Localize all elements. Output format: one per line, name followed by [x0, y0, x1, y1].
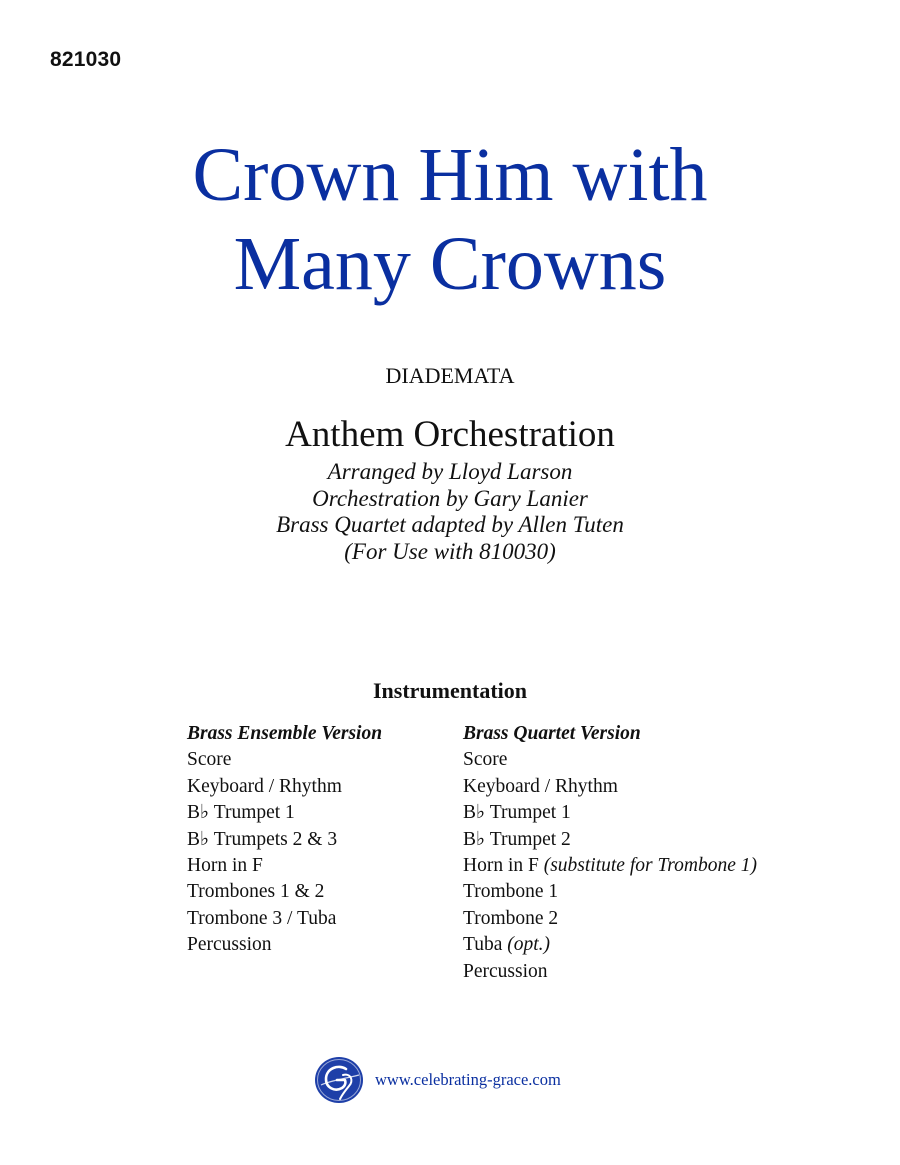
quartet-version-title: Brass Quartet Version: [463, 723, 641, 744]
ensemble-version-list: [187, 721, 382, 959]
list-item: Keyboard / Rhythm: [463, 775, 618, 797]
list-item: Score: [463, 749, 508, 771]
catalog-number: 821030: [50, 48, 122, 71]
credits: [0, 459, 900, 565]
title-line-2: Many Crowns: [233, 222, 667, 306]
credit-arranger: Arranged by Lloyd Larson: [327, 459, 573, 484]
list-item: Trombone 1: [463, 881, 559, 903]
list-item: B♭ Trumpet 2: [463, 828, 571, 850]
credit-orchestrator: Orchestration by Gary Lanier: [312, 485, 588, 511]
list-item: Keyboard / Rhythm: [187, 775, 342, 797]
list-item: Trombones 1 & 2: [187, 881, 325, 903]
celebrating-grace-logo-icon: [313, 1055, 365, 1105]
horn-label: Horn in F: [463, 855, 539, 877]
list-item: Score: [187, 749, 232, 771]
list-item: B♭ Trumpet 1: [187, 802, 295, 824]
list-item: Percussion: [463, 960, 548, 982]
list-item-tuba: [463, 932, 757, 958]
ensemble-version-title: Brass Ensemble Version: [187, 723, 383, 744]
tuba-label: Tuba: [463, 934, 503, 956]
credit-use-with: (For Use with 810030): [344, 538, 556, 564]
credit-quartet-adapter: Brass Quartet adapted by Allen Tuten: [276, 512, 624, 537]
subtitle: Anthem Orchestration: [285, 414, 615, 455]
tuba-note: (opt.): [507, 934, 551, 956]
instrumentation-heading: Instrumentation: [372, 678, 527, 703]
list-item-horn: [463, 853, 757, 879]
list-item: Percussion: [187, 934, 272, 956]
list-item: Trombone 3 / Tuba: [187, 907, 337, 929]
horn-note: (substitute for Trombone 1): [543, 855, 757, 877]
footer: [313, 1055, 561, 1105]
title-line-1: Crown Him with: [192, 133, 708, 217]
list-item: Trombone 2: [463, 907, 559, 929]
list-item: B♭ Trumpet 1: [463, 802, 571, 824]
list-item: Horn in F: [187, 855, 263, 877]
website-url[interactable]: www.celebrating-grace.com: [375, 1070, 561, 1089]
list-item: B♭ Trumpets 2 & 3: [187, 828, 338, 850]
quartet-version-list: [463, 721, 757, 985]
tune-name: DIADEMATA: [385, 363, 515, 388]
